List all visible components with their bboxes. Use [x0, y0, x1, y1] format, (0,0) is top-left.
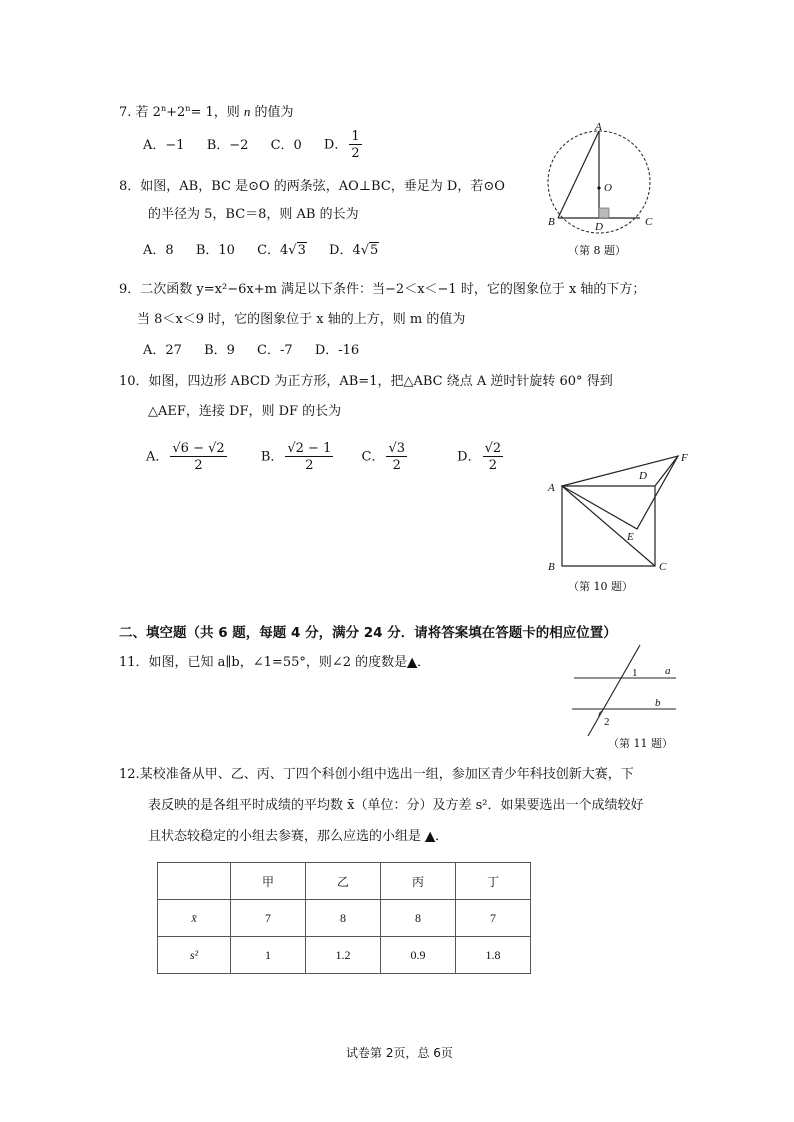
q10-option-a[interactable]: A． $\frac{√6 - √2}{2}$ [146, 441, 225, 473]
q7-stem: 7. 若 $2^n+2^n= 1$，则 n 的值为 [119, 104, 294, 120]
table-header-cell: 甲 [231, 863, 306, 900]
q9-option-b[interactable]: B．9 [204, 343, 235, 358]
q11-stem: 11．如图，已知 a∥b，∠1=55°，则∠2 的度数是▲． [119, 655, 431, 670]
segment-ac [562, 486, 655, 566]
label-line-b: b [655, 697, 661, 709]
q10-stem: 10．如图，四边形 ABCD 为正方形，AB=1，把△ABC 绕点 A 逆时针旋转 60° 得到 [119, 374, 613, 389]
q7-option-a[interactable]: A．−1 [143, 137, 185, 153]
table-row [158, 937, 531, 974]
label-o: O [604, 182, 612, 194]
label-b: B [548, 216, 555, 228]
label-e: E [627, 531, 634, 543]
q8-options [143, 242, 397, 260]
q11-caption: （第 11 题） [608, 737, 673, 750]
q11-figure [566, 640, 686, 740]
q8-stem-line2: 的半径为 5，BC＝8，则 AB 的长为 [148, 207, 359, 222]
label-line-a: a [665, 665, 671, 677]
label-d: D [595, 221, 603, 233]
q7-option-b[interactable]: B．−2 [206, 137, 249, 153]
table-row [158, 900, 531, 937]
table-header-cell [158, 863, 231, 900]
table-header-row [158, 863, 531, 900]
angle-2-label: 2 [604, 716, 610, 728]
right-angle-mark [599, 208, 609, 218]
fraction: $\frac{1}{2}$ [351, 129, 360, 161]
fraction: $\frac{√2}{2}$ [484, 441, 502, 473]
table-cell: 7 [456, 900, 531, 937]
q7-option-d[interactable]: D． $\frac{1}{2}$ [323, 129, 360, 161]
q8-stem: 8．如图，AB，BC 是⊙O 的两条弦，AO⊥BC，垂足为 D，若⊙O [119, 179, 505, 194]
q8-option-b[interactable]: B．10 [195, 243, 235, 258]
q8-option-c[interactable]: C．4√3 [257, 243, 306, 258]
q8-caption: （第 8 题） [568, 244, 626, 257]
q10-option-c[interactable]: C． $\frac{√3}{2}$ [361, 441, 406, 473]
q10-stem-line2: △AEF，连接 DF，则 DF 的长为 [148, 404, 342, 419]
q9-stem: 9．二次函数 y=x²−6x+m 满足以下条件：当−2＜x＜−1 时，它的图象位于 x 轴的下方； [119, 282, 646, 297]
q9-option-c[interactable]: C．-7 [257, 343, 293, 358]
fraction: $\frac{√6 - √2}{2}$ [172, 441, 225, 473]
table-cell: 0.9 [381, 937, 456, 974]
q9-options [143, 342, 377, 360]
table-cell: 1.2 [306, 937, 381, 974]
q9-option-d[interactable]: D．-16 [314, 343, 360, 358]
segment-ab [558, 131, 599, 218]
q10-option-b[interactable]: B． $\frac{√2 - 1}{2}$ [260, 441, 332, 473]
section2-title: 二、填空题（共 6 题，每题 4 分，满分 24 分．请将答案填在答题卡的相应位置） [119, 625, 617, 641]
label-c: C [659, 561, 667, 573]
fraction: $\frac{√2 - 1}{2}$ [287, 441, 332, 473]
answer-blank[interactable]: ▲ [407, 655, 418, 670]
q8-figure [538, 120, 668, 238]
angle-1-label: 1 [632, 667, 638, 679]
table-cell: s² [158, 937, 231, 974]
q9-stem-line2: 当 8＜x＜9 时，它的图象位于 x 轴的上方，则 m 的值为 [137, 312, 466, 327]
table-header-cell: 丁 [456, 863, 531, 900]
q8-option-d[interactable]: D．4√5 [329, 243, 379, 258]
q12-stem-line2: 表反映的是各组平时成绩的平均数 x̄（单位：分）及方差 s²．如果要选出一个成绩较好 [148, 798, 644, 813]
triangle-aef [562, 456, 678, 529]
table-cell: 1.8 [456, 937, 531, 974]
table-cell: 7 [231, 900, 306, 937]
q10-figure [540, 448, 700, 576]
label-f: F [681, 452, 688, 464]
table-header-cell: 丙 [381, 863, 456, 900]
q7-options [143, 130, 382, 160]
label-a: A [595, 121, 602, 133]
label-d: D [639, 470, 647, 482]
transversal [588, 645, 640, 736]
table-cell: 8 [381, 900, 456, 937]
q7-option-c[interactable]: C．0 [270, 137, 302, 153]
table-cell: 8 [306, 900, 381, 937]
q10-caption: （第 10 题） [568, 580, 633, 593]
table-header-cell: 乙 [306, 863, 381, 900]
q9-option-a[interactable]: A．27 [143, 343, 182, 358]
label-a: A [548, 482, 555, 494]
q10-option-d[interactable]: D． $\frac{√2}{2}$ [457, 441, 502, 473]
page-footer: 试卷第 2页，总 6页 [346, 1046, 453, 1060]
answer-blank[interactable]: ▲ [425, 829, 436, 844]
label-b: B [548, 561, 555, 573]
q10-options [146, 442, 523, 472]
table-cell: x̄ [158, 900, 231, 937]
stats-table [157, 862, 531, 974]
center-point [597, 186, 600, 189]
table-cell: 1 [231, 937, 306, 974]
fraction: $\frac{√3}{2}$ [388, 441, 406, 473]
q12-stem: 12.某校准备从甲、乙、丙、丁四个科创小组中选出一组，参加区青少年科技创新大赛，下 [119, 767, 634, 782]
label-c: C [645, 216, 653, 228]
q8-option-a[interactable]: A．8 [143, 243, 174, 258]
q12-stem-line3: 且状态较稳定的小组去参赛，那么应选的小组是 ▲． [148, 829, 449, 844]
